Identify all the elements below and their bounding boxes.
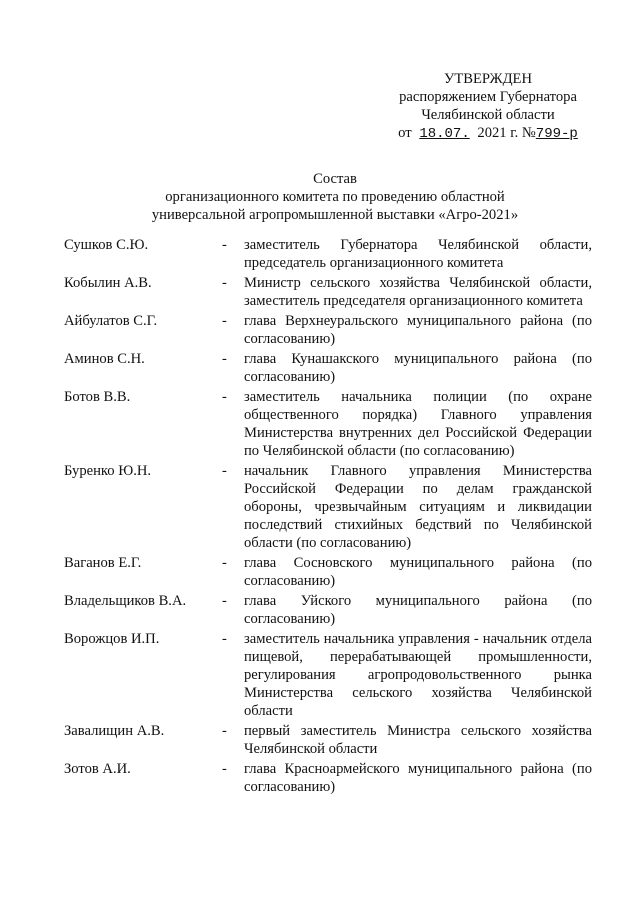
member-name: Сушков С.Ю. bbox=[64, 237, 149, 253]
member-dash: - bbox=[222, 463, 227, 479]
member-row bbox=[64, 760, 592, 796]
member-row bbox=[64, 554, 592, 590]
member-role: глава Красноармейского муниципального района (по согласованию) bbox=[244, 761, 592, 795]
approval-line-region: Челябинской области bbox=[421, 107, 555, 123]
member-role: заместитель начальника управления - начальник отдела пищевой, перерабатывающей промышленности, регулирования агропродовольственного рынка Министерства сельского хозяйства Челябинской области bbox=[244, 631, 592, 719]
date-prefix: от bbox=[398, 125, 412, 141]
member-name: Зотов А.И. bbox=[64, 761, 131, 777]
date-value: 18.07. bbox=[419, 126, 470, 142]
member-row bbox=[64, 274, 592, 310]
heading-line-3: универсальной агропромышленной выставки «Агро-2021» bbox=[151, 207, 519, 223]
member-role: заместитель начальника полиции (по охране общественного порядка) Главного управления Министерства внутренних дел Российской Федерации по Челябинской области (по согласованию) bbox=[244, 389, 592, 459]
heading-title: Состав bbox=[313, 171, 357, 187]
heading-line-2: организационного комитета по проведению областной bbox=[165, 189, 505, 205]
member-dash: - bbox=[222, 723, 227, 739]
order-number: 799-р bbox=[535, 126, 578, 142]
member-dash: - bbox=[222, 351, 227, 367]
member-dash: - bbox=[222, 631, 227, 647]
member-row bbox=[64, 312, 592, 348]
members-list bbox=[64, 236, 592, 798]
member-dash: - bbox=[222, 237, 227, 253]
member-name: Аминов С.Н. bbox=[64, 351, 145, 367]
member-name: Ворожцов И.П. bbox=[64, 631, 160, 647]
approval-block bbox=[384, 70, 592, 143]
member-row bbox=[64, 350, 592, 386]
member-name: Кобылин А.В. bbox=[64, 275, 152, 291]
member-name: Ваганов Е.Г. bbox=[64, 555, 142, 571]
member-name: Буренко Ю.Н. bbox=[64, 463, 152, 479]
member-dash: - bbox=[222, 275, 227, 291]
member-name: Владельщиков В.А. bbox=[64, 593, 187, 609]
member-role: глава Верхнеуральского муниципального района (по согласованию) bbox=[244, 313, 592, 347]
member-row bbox=[64, 462, 592, 552]
member-role: глава Сосновского муниципального района (по согласованию) bbox=[244, 555, 592, 589]
document-heading bbox=[90, 170, 580, 224]
member-role: заместитель Губернатора Челябинской области, председатель организационного комитета bbox=[244, 237, 592, 271]
member-row bbox=[64, 722, 592, 758]
member-dash: - bbox=[222, 389, 227, 405]
member-dash: - bbox=[222, 593, 227, 609]
member-row bbox=[64, 236, 592, 272]
member-name: Ботов В.В. bbox=[64, 389, 131, 405]
member-name: Завалищин А.В. bbox=[64, 723, 165, 739]
member-name: Айбулатов С.Г. bbox=[64, 313, 158, 329]
approval-title: УТВЕРЖДЕН bbox=[444, 71, 532, 87]
member-dash: - bbox=[222, 761, 227, 777]
member-role: первый заместитель Министра сельского хозяйства Челябинской области bbox=[244, 723, 592, 757]
member-role: глава Уйского муниципального района (по согласованию) bbox=[244, 593, 592, 627]
approval-date-line bbox=[384, 124, 592, 143]
member-role: глава Кунашакского муниципального района (по согласованию) bbox=[244, 351, 592, 385]
member-dash: - bbox=[222, 313, 227, 329]
approval-line-order: распоряжением Губернатора bbox=[399, 89, 577, 105]
member-row bbox=[64, 592, 592, 628]
date-year: 2021 г. № bbox=[477, 125, 536, 141]
member-dash: - bbox=[222, 555, 227, 571]
member-row bbox=[64, 630, 592, 720]
member-row bbox=[64, 388, 592, 460]
member-role: начальник Главного управления Министерства Российской Федерации по делам гражданской обороны, чрезвычайным ситуациям и ликвидации последствий стихийных бедствий по Челябинской области (по согласованию) bbox=[244, 463, 592, 551]
member-role: Министр сельского хозяйства Челябинской области, заместитель председателя организационного комитета bbox=[244, 275, 592, 309]
